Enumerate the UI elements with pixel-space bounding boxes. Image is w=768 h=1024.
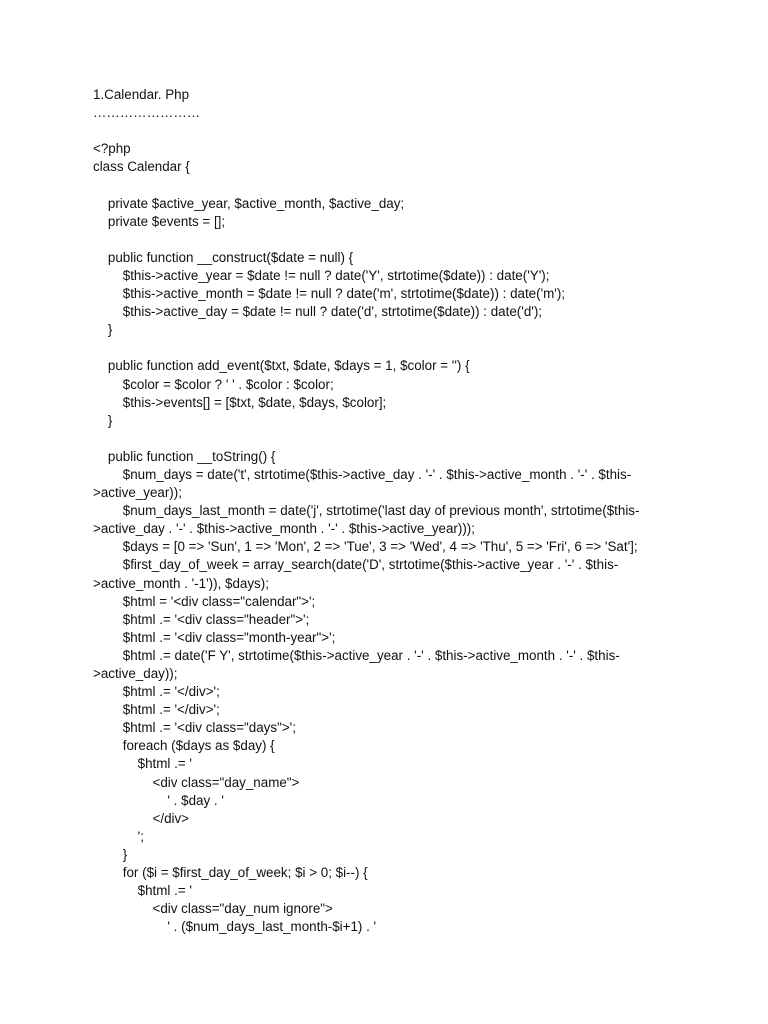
- code-line: <?php: [93, 141, 131, 157]
- code-line: $this->active_day = $date != null ? date('d', strtotime($date)) : date('d');: [93, 304, 542, 320]
- code-line: >active_day . '-' . $this->active_month . '-' . $this->active_year)));: [93, 521, 475, 537]
- code-line: $html .= '</div>';: [93, 684, 220, 700]
- code-line: >active_day));: [93, 666, 178, 681]
- code-line: public function __toString() {: [93, 448, 276, 464]
- code-line: $html .= '<div class="days">';: [93, 720, 296, 736]
- code-line: $html .= '<div class="header">';: [93, 611, 310, 627]
- code-line: <div class="day_name">: [93, 774, 300, 790]
- doc-heading: 1.Calendar. Php: [93, 87, 190, 102]
- code-line: }: [93, 412, 113, 428]
- blank-line: [93, 339, 693, 357]
- code-line: ' . $day . ': [93, 792, 224, 808]
- code-document: [93, 86, 693, 936]
- code-line: </div>: [93, 810, 190, 826]
- code-line: $html .= ': [93, 883, 192, 899]
- code-line: $html .= '<div class="month-year">';: [93, 629, 336, 645]
- dotted-separator: ……………………: [93, 105, 201, 121]
- code-line: >active_month . '-1')), $days);: [93, 575, 269, 591]
- code-line: $html .= date('F Y', strtotime($this->active_year . '-' . $this->active_month . '-' . $this-: [93, 647, 620, 663]
- code-line: $num_days_last_month = date('j', strtotime('last day of previous month', strtotime($this-: [93, 503, 640, 519]
- code-line: ';: [93, 828, 144, 844]
- code-line: private $events = [];: [93, 213, 226, 229]
- code-line: class Calendar {: [93, 159, 190, 175]
- code-line: public function add_event($txt, $date, $days = 1, $color = '') {: [93, 358, 470, 374]
- blank-line: [93, 231, 693, 249]
- code-line: $html = '<div class="calendar">';: [93, 593, 316, 609]
- code-line: $this->events[] = [$txt, $date, $days, $color];: [93, 394, 387, 410]
- code-line: foreach ($days as $day) {: [93, 738, 275, 754]
- blank-line: [93, 430, 693, 448]
- code-line: }: [93, 846, 128, 862]
- code-line: >active_year));: [93, 485, 182, 501]
- code-line: private $active_year, $active_month, $active_day;: [93, 195, 405, 211]
- code-line: $this->active_month = $date != null ? date('m', strtotime($date)) : date('m');: [93, 286, 566, 302]
- blank-line: [93, 122, 693, 140]
- code-line: $days = [0 => 'Sun', 1 => 'Mon', 2 => 'Tue', 3 => 'Wed', 4 => 'Thu', 5 => 'Fri', 6 => 'Sat'];: [93, 539, 638, 555]
- code-line: ' . ($num_days_last_month-$i+1) . ': [93, 919, 377, 935]
- code-line: $html .= ': [93, 756, 192, 772]
- code-line: for ($i = $first_day_of_week; $i > 0; $i--) {: [93, 865, 368, 881]
- code-line: public function __construct($date = null) {: [93, 249, 354, 265]
- code-line: $this->active_year = $date != null ? date('Y', strtotime($date)) : date('Y');: [93, 267, 550, 283]
- blank-line: [93, 176, 693, 194]
- code-line: $num_days = date('t', strtotime($this->active_day . '-' . $this->active_month . '-' . $this-: [93, 466, 632, 482]
- code-line: <div class="day_num ignore">: [93, 901, 333, 917]
- code-line: $color = $color ? ' ' . $color : $color;: [93, 376, 334, 392]
- code-line: $first_day_of_week = array_search(date('D', strtotime($this->active_year . '-' . $this-: [93, 557, 619, 573]
- code-line: }: [93, 322, 113, 338]
- code-line: $html .= '</div>';: [93, 702, 220, 718]
